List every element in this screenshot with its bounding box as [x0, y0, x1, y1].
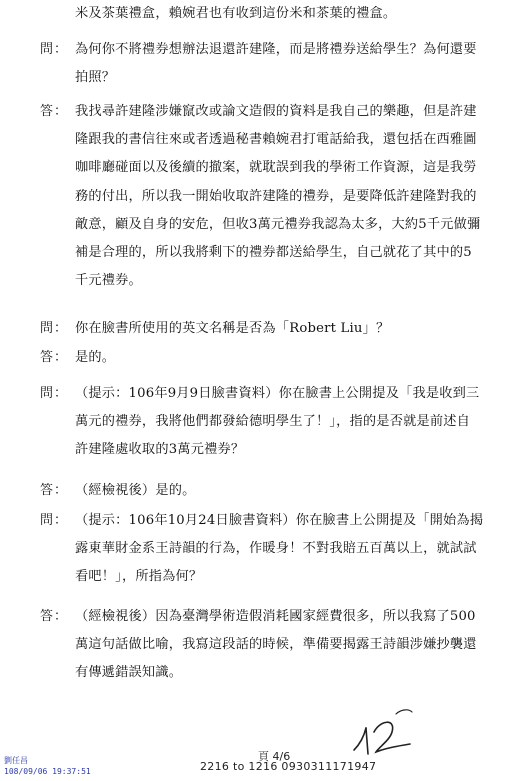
- text-line: 萬元的禮券，我將他們都發給德明學生了！」，指的是否就是前述自: [75, 414, 471, 430]
- question-label: 問：: [40, 42, 69, 57]
- text-line: 拍照？: [75, 70, 116, 86]
- text-line: 許建隆處收取的3萬元禮券？: [75, 442, 245, 458]
- page-number: 頁 4/6: [258, 750, 291, 763]
- handwritten-signature: [350, 706, 420, 758]
- answer-label: 答：: [40, 483, 69, 498]
- text-line: （經檢視後）因為臺灣學術造假消耗國家經費很多，所以我寫了500: [75, 609, 476, 624]
- text-line: 米及茶葉禮盒，賴婉君也有收到這份米和茶葉的禮盒。: [75, 6, 397, 21]
- question-label: 問：: [40, 513, 69, 528]
- text-line: 萬這句話做比喻，我寫這段話的時候，準備要揭露王詩韻涉嫌抄襲還: [75, 637, 477, 653]
- text-line: 看吧！」，所指為何？: [75, 569, 203, 585]
- footer-code: 2216 to 1216 0930311171947: [200, 760, 377, 773]
- text-line: 你在臉書所使用的英文名稱是否為「Robert Liu」？: [75, 321, 390, 336]
- text-line: （經檢視後）是的。: [75, 483, 196, 498]
- text-line: 咖啡廳碰面以及後續的撤案，就耽誤到我的學術工作資源，這是我勞: [75, 160, 477, 176]
- text-line: （提示：106年10月24日臉書資料）你在臉書上公開提及「開始為揭: [75, 513, 484, 528]
- answer-label: 答：: [40, 350, 69, 365]
- answer-label: 答：: [40, 104, 69, 119]
- text-line: （提示：106年9月9日臉書資料）你在臉書上公開提及「我是收到三: [75, 386, 480, 401]
- signature-stamp: [4, 755, 91, 777]
- question-label: 問：: [40, 386, 69, 401]
- text-line: 務的付出，所以我一開始收取許建隆的禮券，是要降低許建隆對我的: [75, 188, 477, 204]
- text-line: 補是合理的，所以我將剩下的禮券都送給學生，自己就花了其中的5: [75, 245, 472, 260]
- text-line: 是的。: [75, 350, 116, 365]
- text-line: 為何你不將禮券想辦法退還許建隆，而是將禮券送給學生？為何還要: [75, 42, 477, 57]
- stamp-datetime: 108/09/06 19:37:51: [4, 767, 91, 776]
- stamp-name: 劉任昌: [4, 756, 28, 765]
- text-line: 有傳遞錯誤知識。: [75, 665, 183, 681]
- question-label: 問：: [40, 321, 69, 336]
- text-line: 露東華財金系王詩韻的行為，作暖身！不對我賠五百萬以上，就試試: [75, 541, 477, 557]
- text-line: 千元禮券。: [75, 273, 142, 289]
- text-line: 我找尋許建隆涉嫌竄改或論文造假的資料是我自己的樂趣，但是許建: [75, 104, 477, 119]
- text-line: 敵意，顧及自身的安危，但收3萬元禮券我認為太多，大約5千元做彌: [75, 216, 481, 232]
- text-line: 隆跟我的書信往來或者透過秘書賴婉君打電話給我，還包括在西雅圖: [75, 132, 477, 148]
- answer-label: 答：: [40, 609, 69, 624]
